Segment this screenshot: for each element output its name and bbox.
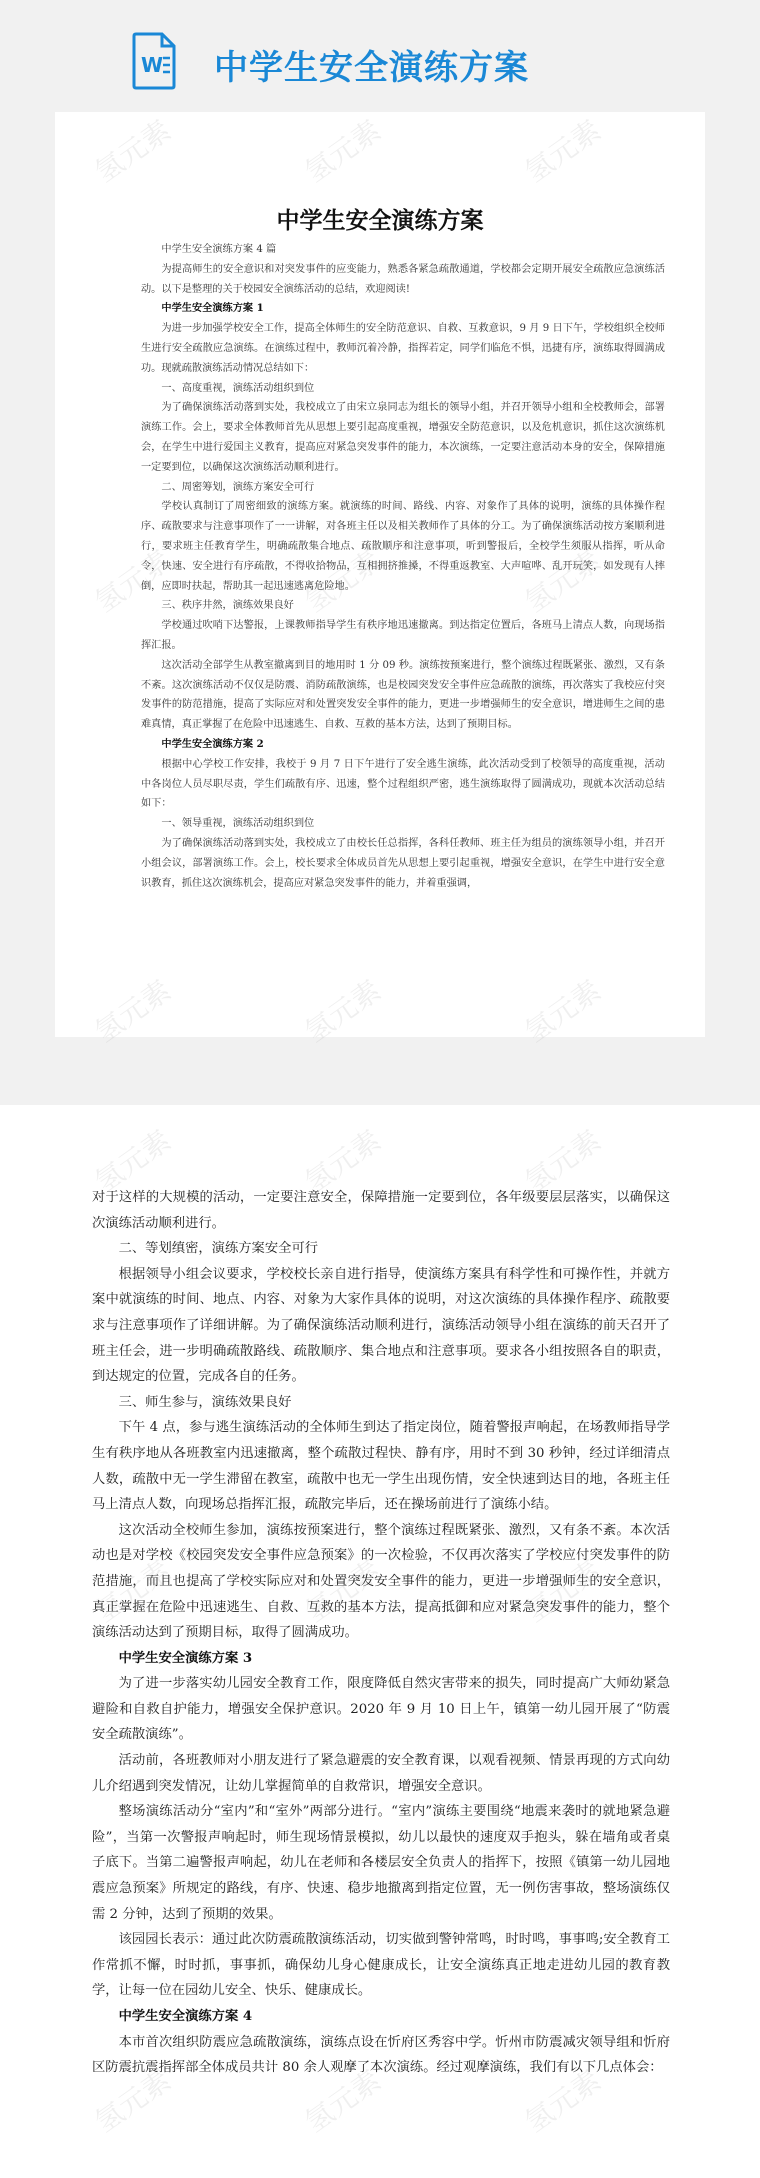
paragraph: 为了进一步落实幼儿园安全教育工作，限度降低自然灾害带来的损失，同时提高广大师幼紧急避险和自救自护能力，增强安全保护意识。2020 年 9 月 10 日上午，镇第一幼儿园开展了“防震安全疏散演练”。 [92, 1676, 670, 1743]
paragraph: 本市首次组织防震应急疏散演练，演练点设在忻府区秀容中学。忻州市防震减灾领导组和忻府区防震抗震指挥部全体成员共计 80 余人观摩了本次演练。经过观摩演练，我们有以下几点体会： [92, 2034, 670, 2076]
page-1-body [141, 240, 665, 893]
watermark: 氢元素 [298, 1123, 387, 1199]
paragraph: 中学生安全演练方案 4 篇 [161, 244, 277, 255]
paragraph: 为进一步加强学校安全工作，提高全体师生的安全防范意识、自救、互救意识，9 月 9 日下午，学校组织全校师生进行安全疏散应急演练。在演练过程中，教师沉着冷静，指挥若定，同学们临危不惧，迅捷有序，演练取得圆满成功。现就疏散演练活动情况总结如下： [141, 323, 665, 374]
paragraph: 为提高师生的安全意识和对突发事件的应变能力，熟悉各紧急疏散通道，学校都会定期开展安全疏散应急演练活动。以下是整理的关于校园安全演练活动的总结，欢迎阅读! [141, 263, 665, 295]
paragraph: 学校认真制订了周密细致的演练方案。就演练的时间、路线、内容、对象作了具体的说明，演练的具体操作程序、疏散要求与注意事项作了一一讲解，对各班主任以及相关教师作了具体的分工。为了确保演练活动按方案顺利进行，要求班主任教育学生，明确疏散集合地点、疏散顺序和注意事项，听到警报后，全校学生须服从指挥，听从命令，快速、安全进行有序疏散，不得收拾物品，互相拥挤推搡，不得重返教室、大声喧哗、乱开玩笑，如发现有人摔倒，应即时扶起，帮助其一起迅速逃离危险地。 [141, 501, 665, 592]
sub-heading: 二、等划缜密，演练方案安全可行 [118, 1241, 319, 1257]
paragraph: 该园园长表示：通过此次防震疏散演练活动，切实做到警钟常鸣，时时鸣，事事鸣;安全教育工作常抓不懈，时时抓，事事抓，确保幼儿身心健康成长，让安全演练真正地走进幼儿园的教育教学，让每一位在园幼儿安全、快乐、健康成长。 [92, 1932, 670, 1999]
watermark: 氢元素 [518, 1553, 607, 1629]
watermark: 氢元素 [298, 2063, 387, 2139]
watermark: 氢元素 [88, 2063, 177, 2139]
paragraph: 为了确保演练活动落到实处，我校成立了由校长任总指挥，各科任教师、班主任为组员的演练领导小组，并召开小组会议，部署演练工作。会上，校长要求全体成员首先从思想上要引起重视，增强安全意识，在学生中进行安全意识教育，抓住这次演练机会，提高应对紧急突发事件的能力，并着重强调， [141, 837, 665, 889]
paragraph: 活动前，各班教师对小朋友进行了紧急避震的安全教育课，以观看视频、情景再现的方式向幼儿介绍遇到突发情况，让幼儿掌握简单的自救常识，增强安全意识。 [92, 1753, 670, 1794]
document-page-1 [55, 112, 705, 1037]
section-heading: 中学生安全演练方案 1 [161, 302, 264, 315]
watermark: 氢元素 [518, 1123, 607, 1199]
paragraph: 学校通过吹哨下达警报，上课教师指导学生有秩序地迅速撤离。到达指定位置后，各班马上清点人数，向现场指挥汇报。 [141, 620, 665, 651]
sub-heading: 一、高度重视，演练活动组织到位 [161, 382, 315, 394]
paragraph: 这次活动全校师生参加，演练按预案进行，整个演练过程既紧张、激烈，又有条不紊。本次活动也是对学校《校园突发安全事件应急预案》的一次检验，不仅再次落实了学校应付突发事件的防范措施，而且也提高了学校实际应对和处置突发安全事件的能力，更进一步增强师生的安全意识，真正掌握在危险中迅速逃生、自救、互救的基本方法，提高抵御和应对紧急突发事件的能力，整个演练活动达到了预期目标，取得了圆满成功。 [92, 1522, 670, 1641]
document-header [0, 0, 760, 110]
paragraph: 下午 4 点，参与逃生演练活动的全体师生到达了指定岗位，随着警报声响起，在场教师指导学生有秩序地从各班教室内迅速撤离，整个疏散过程快、静有序，用时不到 30 秒钟，经过详细清点人数，疏散中无一学生滞留在教室，疏散中也无一学生出现伤情，安全快速到达目的地，各班主任马上清点人数，向现场总指挥汇报，疏散完毕后，还在操场前进行了演练小结。 [92, 1420, 670, 1513]
section-heading: 中学生安全演练方案 3 [118, 1650, 253, 1666]
page-title: 中学生安全演练方案 [276, 207, 484, 234]
document-page-2-body [92, 1185, 670, 2081]
paragraph: 根据中心学校工作安排，我校于 9 月 7 日下午进行了安全逃生演练，此次活动受到了校领导的高度重视，活动中各岗位人员尽职尽责，学生们疏散有序、迅速，整个过程组织严密，逃生演练取得了圆满成功，现就本次活动总结如下： [141, 758, 665, 810]
paragraph: 根据领导小组会议要求，学校校长亲自进行指导，使演练方案具有科学性和可操作性，并就方案中就演练的时间、地点、内容、对象为大家作具体的说明，对这次演练的具体操作程序、疏散要求与注意事项作了详细讲解。为了确保演练活动顺利进行，演练活动领导小组在演练的前天召开了班主任会，进一步明确疏散路线、疏散顺序、集合地点和注意事项。要求各小组按照各自的职责，到达规定的位置，完成各自的任务。 [92, 1266, 670, 1385]
watermark: 氢元素 [518, 2063, 607, 2139]
sub-heading: 三、秩序井然，演练效果良好 [161, 600, 294, 612]
section-heading: 中学生安全演练方案 4 [118, 2009, 253, 2024]
section-heading: 中学生安全演练方案 2 [161, 737, 264, 750]
paragraph: 这次活动全部学生从教室撤离到目的地用时 1 分 09 秒。演练按预案进行，整个演练过程既紧张、激烈，又有条不紊。这次演练活动不仅仅是防震、消防疏散演练，也是校园突发安全事件应急疏散的演练，再次落实了我校应付突发事件的防范措施，提高了实际应对和处置突发安全事件的能力，更进一步增强师生的安全意识，增进师生之间的患难真情，真正掌握了在危险中迅速逃生、自救、互救的基本方法，达到了预期目标。 [141, 659, 665, 731]
watermark: 氢元素 [88, 1553, 177, 1629]
paragraph: 为了确保演练活动落到实处，我校成立了由宋立泉同志为组长的领导小组，并召开领导小组和全校教师会，部署演练工作。会上，要求全体教师首先从思想上要引起高度重视，增强安全防范意识，以及危机意识，抓住这次演练机会，在学生中进行爱国主义教育，提高应对紧急突发事件的能力，本次演练，一定要注意活动本身的安全，保障措施一定要到位，以确保这次演练活动顺利进行。 [141, 402, 665, 473]
paragraph: 对于这样的大规模的活动，一定要注意安全，保障措施一定要到位，各年级要层层落实，以确保这次演练活动顺利进行。 [92, 1190, 670, 1231]
watermark: 氢元素 [88, 1123, 177, 1199]
paragraph: 整场演练活动分“室内”和“室外”两部分进行。“室内”演练主要围绕“地震来袭时的就地紧急避险”，当第一次警报声响起时，师生现场情景模拟，幼儿以最快的速度双手抱头，躲在墙角或者桌子底下。当第二遍警报声响起，幼儿在老师和各楼层安全负责人的指挥下，按照《镇第一幼儿园地震应急预案》所规定的路线，有序、快速、稳步地撤离到指定位置，无一例伤害事故，整场演练仅需 2 分钟，达到了预期的效果。 [92, 1804, 670, 1922]
sub-heading: 二、周密筹划，演练方案安全可行 [161, 481, 315, 493]
sub-heading: 三、师生参与，演练效果良好 [118, 1394, 292, 1410]
sub-heading: 一、领导重视，演练活动组织到位 [161, 818, 315, 830]
svg-text:W: W [141, 53, 164, 77]
header-title: 中学生安全演练方案 [214, 48, 529, 88]
watermark: 氢元素 [298, 1553, 387, 1629]
word-doc-icon [130, 32, 176, 90]
